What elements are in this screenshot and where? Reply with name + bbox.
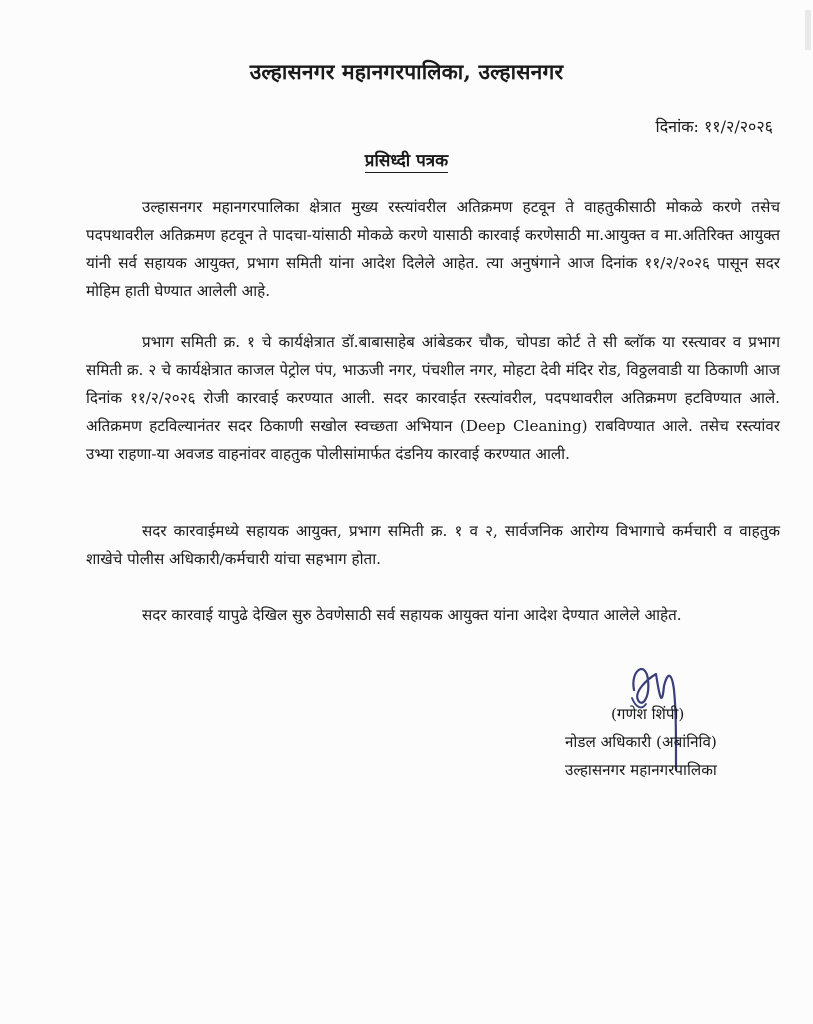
signature-block [565,700,795,784]
paragraph-action-details: प्रभाग समिती क्र. १ चे कार्यक्षेत्रात डॉ.बाबासाहेब आंबेडकर चौक, चोपडा कोर्ट ते सी ब्लॉक या रस्त्यावर व प्रभाग समिती क्र. २ चे कार्यक्षेत्रात काजल पेट्रोल पंप, भाऊजी नगर, पंचशील नगर, मोहटा देवी मंदिर रोड, विठ्ठलवाडी या ठिकाणी आज दिनांक ११/२/२०२६ रोजी कारवाई करण्यात आली. सदर कारवाईत रस्त्यांवरील, पदपथावरील अतिक्रमण हटविण्यात आले. अतिक्रमण हटविल्यानंतर सदर ठिकाणी सखोल स्वच्छता अभियान (Deep Cleaning) राबविण्यात आले. तसेच रस्त्यांवर उभ्या राहणा-या अवजड वाहनांवर वाहतुक पोलीसांमार्फत दंडनिय कारवाई करण्यात आली. [86,333,780,463]
paragraph-participants: सदर कारवाईमध्ये सहायक आयुक्त, प्रभाग समिती क्र. १ व २, सार्वजनिक आरोग्य विभागाचे कर्मचारी व वाहतुक शाखेचे पोलीस अधिकारी/कर्मचारी यांचा सहभाग होता. [86,522,780,568]
organization-title: उल्हासनगर महानगरपालिका, उल्हासनगर [249,59,564,84]
signatory-designation: नोडल अधिकारी (अबांनिवि) [565,733,717,751]
paragraph-order-background: उल्हासनगर महानगरपालिका क्षेत्रात मुख्य रस्त्यांवरील अतिक्रमण हटवून ते वाहतुकीसाठी मोकळे करणे तसेच पदपथावरील अतिक्रमण हटवून ते पादचा-यांसाठी मोकळे करणे यासाठी कारवाई करणेसाठी मा.आयुक्त व मा.अतिरिक्त आयुक्त यांनी सर्व सहायक आयुक्त, प्रभाग समिती यांना आदेश दिलेले आहेत. त्या अनुषंगाने आज दिनांक ११/२/२०२६ पासून सदर मोहिम हाती घेण्यात आलेली आहे. [86,198,780,300]
release-date: दिनांक: ११/२/२०२६ [655,117,773,136]
document-heading [0,148,813,171]
signatory-office: उल्हासनगर महानगरपालिका [565,761,717,779]
signatory-name: (गणेश शिंपी) [611,705,685,723]
paragraph-continuation: सदर कारवाई यापुढे देखिल सुरु ठेवणेसाठी सर्व सहायक आयुक्त यांना आदेश देण्यात आलेले आहेत. [142,606,682,624]
scan-edge-mark [805,10,811,50]
document-heading-text: प्रसिध्दी पत्रक [364,151,449,171]
